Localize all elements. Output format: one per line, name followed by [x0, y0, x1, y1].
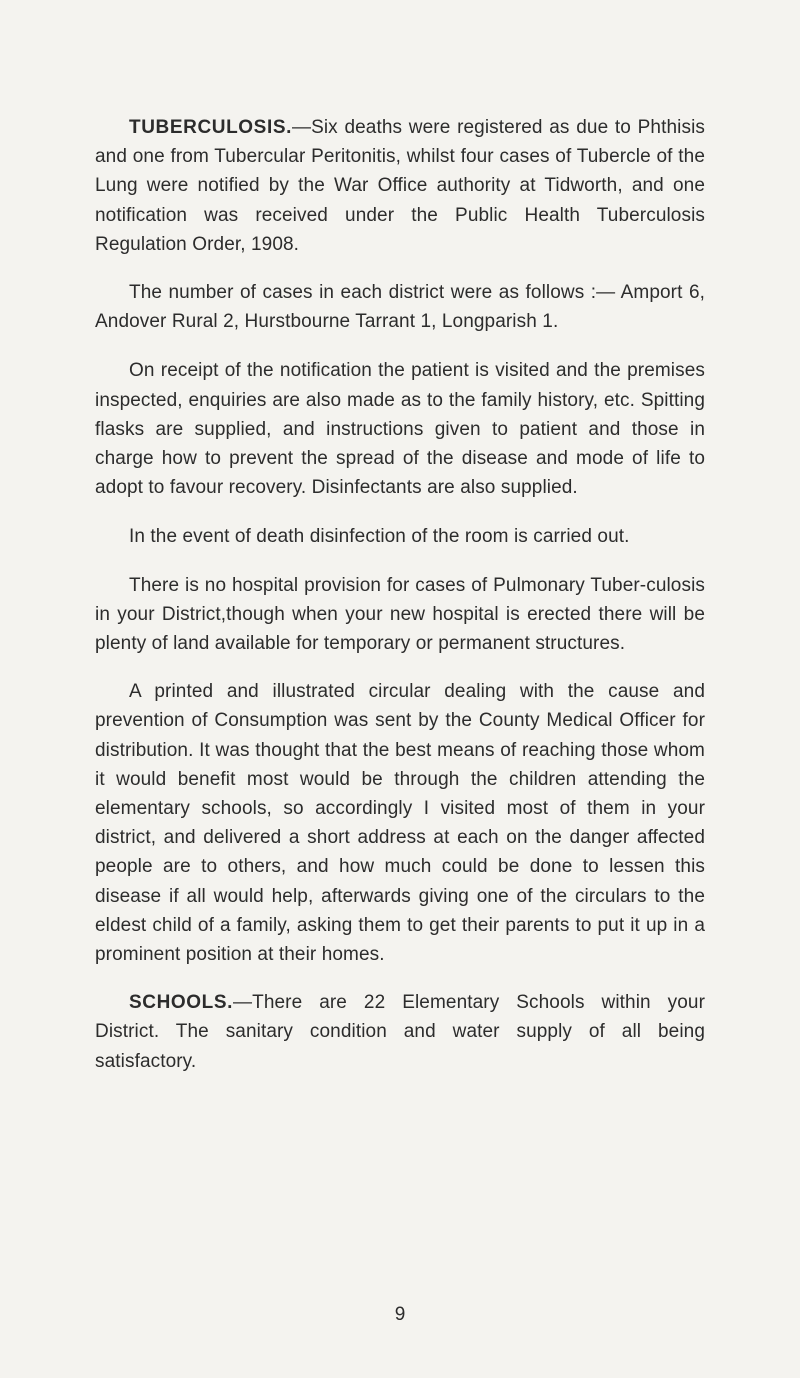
- cases-paragraph: The number of cases in each district were as follows :— Amport 6, Andover Rural 2, Hurstbourne Tarrant 1, Longparish 1.: [95, 282, 705, 333]
- schools-heading: SCHOOLS.: [129, 992, 234, 1014]
- tuberculosis-text: —Six deaths were registered as due to Phthisis and one from Tubercular Peritonitis, whilst four cases of Tubercle of the Lung were notified by the War Office authority at Tidworth, and one notification was received under the Public Health Tuberculosis Regulation Order, 1908.: [95, 117, 705, 255]
- schools-text: —There are 22 Elementary Schools within your District. The sanitary condition and water supply of all being satisfactory.: [95, 992, 705, 1072]
- schools-paragraph: [95, 988, 705, 1076]
- tuberculosis-paragraph: [95, 113, 705, 259]
- page-number: 9: [394, 1304, 406, 1325]
- death-paragraph: In the event of death disinfection of the room is carried out.: [129, 526, 630, 548]
- circular-paragraph: A printed and illustrated circular dealing with the cause and prevention of Consumption was sent by the County Medical Officer for distribution. It was thought that the best means of reaching those whom it would benefit most would be through the children attending the elementary schools, so accordingly I visited most of them in your district, and delivered a short address at each on the danger affected people are to others, and how much could be done to lessen this disease if all would help, afterwards giving one of the circulars to the eldest child of a family, asking them to get their parents to put it up in a prominent position at their homes.: [95, 681, 705, 966]
- notification-paragraph: On receipt of the notification the patient is visited and the premises inspected, enquiries are also made as to the family history, etc. Spitting flasks are supplied, and instructions given to patient and those in charge how to prevent the spread of the disease and mode of life to adopt to favour recovery. Disinfectants are also supplied.: [95, 360, 705, 499]
- tuberculosis-heading: TUBERCULOSIS.: [129, 117, 292, 138]
- hospital-paragraph: There is no hospital provision for cases of Pulmonary Tuber-culosis in your District,though when your new hospital is erected there will be plenty of land available for temporary or permanent structures.: [95, 574, 705, 655]
